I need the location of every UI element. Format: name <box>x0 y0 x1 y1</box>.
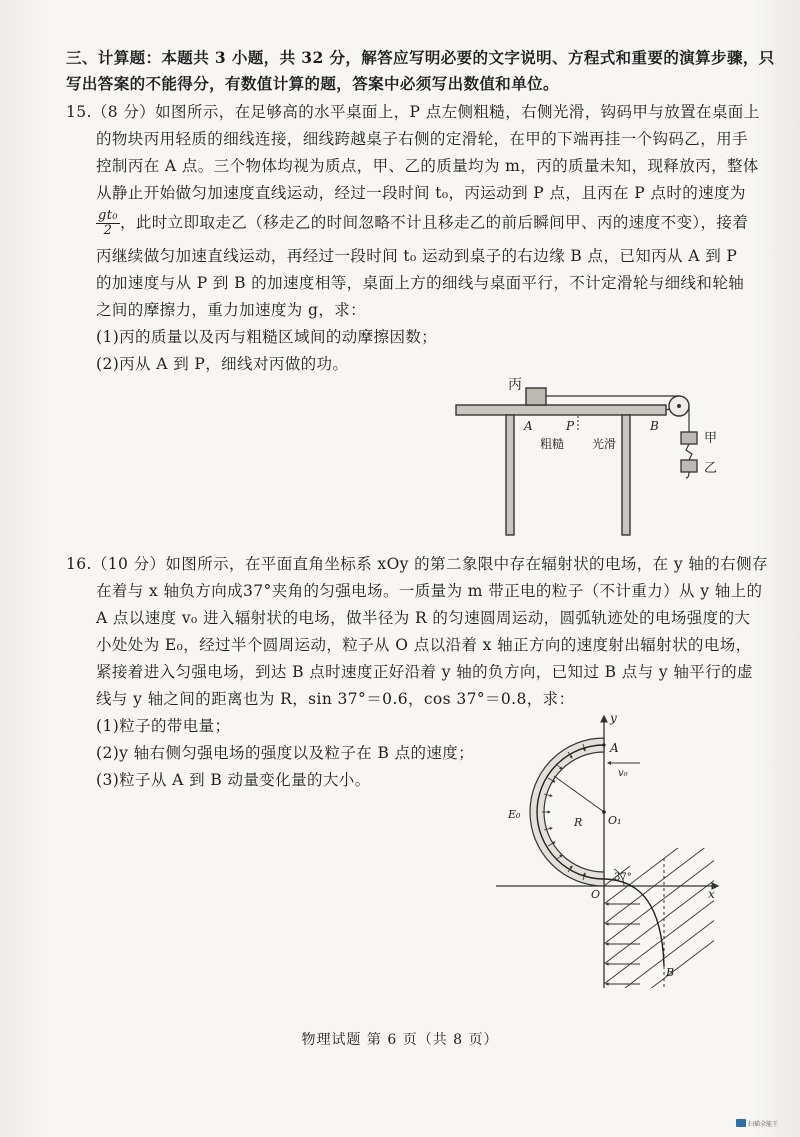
q15-line-5-text: ，此时立即取走乙（移走乙的时间忽略不计且移走乙的前后瞬间甲、丙的速度不变），接着 <box>119 213 749 232</box>
scanner-watermark <box>736 1117 796 1129</box>
label-yi: 乙 <box>704 461 718 476</box>
q16-subq-2: (2)y 轴右侧匀强电场的强度以及粒子在 B 点的速度； <box>96 744 475 762</box>
q15-line-2: 的物块丙用轻质的细线连接，细线跨越桌子右侧的定滑轮，在甲的下端再挂一个钩码乙，用手 <box>96 130 748 148</box>
q15-line-6: 丙继续做匀加速直线运动，再经过一段时间 t₀ 运动到桌子的右边缘 B 点，已知丙从 A 到 P <box>96 247 738 265</box>
q15-line-3: 控制丙在 A 点。三个物体均视为质点，甲、乙的质量均为 m，丙的质量未知，现释放丙，整体 <box>96 157 759 175</box>
q15-line-8: 之间的摩擦力，重力加速度为 g，求： <box>96 301 367 319</box>
q16-line-6: 线与 y 轴之间的距离也为 R，sin 37°＝0.6，cos 37°＝0.8，求： <box>96 690 575 708</box>
weight-yi <box>681 460 697 472</box>
label-smooth: 光滑 <box>592 437 617 451</box>
label-O: O <box>591 888 601 901</box>
watermark-text: 扫描全能王 <box>748 1120 779 1128</box>
fraction-numerator: gt₀ <box>98 208 118 223</box>
page-footer: 物理试题 第 6 页（共 8 页） <box>301 1032 499 1048</box>
q16-line-2: 在着与 x 轴负方向成37°夹角的匀强电场。一质量为 m 带正电的粒子（不计重力）从 y 轴上的 <box>96 582 763 600</box>
q15-subq-1: (1)丙的质量以及丙与粗糙区域间的动摩擦因数； <box>96 328 438 346</box>
label-x: x <box>708 887 715 901</box>
label-jia: 甲 <box>704 431 718 446</box>
q16-line-4: 小处处为 E₀，经过半个圆周运动，粒子从 O 点以沿着 x 轴正方向的速度射出辐射状的电场， <box>96 636 752 654</box>
label-E0: E₀ <box>508 808 521 821</box>
particle-path-uniform <box>604 879 664 966</box>
label-B: B <box>650 419 659 433</box>
q15-line-4: 从静止开始做匀加速度直线运动，经过一段时间 t₀，丙运动到 P 点，且丙在 P 点时的速度为 <box>96 184 746 202</box>
label-A: A <box>610 741 619 755</box>
fraction-denominator: 2 <box>103 223 113 238</box>
q15-line-7: 的加速度与从 P 到 B 的加速度相等，桌面上方的细线与桌面平行，不计定滑轮与细线和轮轴 <box>96 274 745 292</box>
block-bing <box>526 388 546 405</box>
radius-line <box>554 776 604 812</box>
label-y: y <box>610 711 617 725</box>
label-A: A <box>524 419 533 433</box>
uniform-field-lines <box>604 816 720 998</box>
label-rough: 粗糙 <box>540 437 565 451</box>
q15-line-1: 15.（8 分）如图所示，在足够高的水平桌面上，P 点左侧粗糙，右侧光滑，钩码甲与放置在桌面上 <box>66 103 760 121</box>
q16-line-5: 紧接着进入匀强电场，到达 B 点时速度正好沿着 y 轴的负方向，已知过 B 点与 y 轴平行的虚 <box>96 663 753 681</box>
label-bing: 丙 <box>508 377 522 393</box>
q15-subq-2: (2)丙从 A 到 P，细线对丙做的功。 <box>96 355 349 373</box>
q16-field-figure <box>490 708 730 998</box>
section-title-cont: 写出答案的不能得分，有数值计算的题，答案中必须写出数值和单位。 <box>66 74 559 93</box>
tabletop <box>456 405 666 415</box>
label-R: R <box>574 816 583 829</box>
velocity-fraction <box>96 209 120 238</box>
q16-line-1: 16.（10 分）如图所示，在平面直角坐标系 xOy 的第二象限中存在辐射状的电场，在 y 轴的右侧存 <box>66 555 768 573</box>
label-O1: O₁ <box>608 814 622 827</box>
uniform-field-arrows <box>606 904 640 984</box>
q16-subq-1: (1)粒子的带电量； <box>96 717 231 735</box>
section-title: 三、计算题：本题共 3 小题，共 32 分，解答应写明必要的文字说明、方程式和重要的演算步骤，只 <box>66 48 775 67</box>
q16-line-3: A 点以速度 v₀ 进入辐射状的电场，做半径为 R 的匀速圆周运动，圆弧轨迹处的电场强度的大 <box>96 609 751 627</box>
label-angle: 37° <box>614 872 632 883</box>
table-leg-left <box>506 415 514 535</box>
table-leg-right <box>622 415 630 535</box>
q16-subq-3: (3)粒子从 A 到 B 动量变化量的大小。 <box>96 771 371 789</box>
scanner-logo-icon <box>736 1119 746 1127</box>
label-B: B <box>666 966 675 979</box>
label-v0: v₀ <box>618 768 628 779</box>
q15-table-figure <box>450 372 730 537</box>
weight-jia <box>681 432 697 444</box>
q15-line-5 <box>96 209 786 238</box>
label-P: P <box>566 419 575 433</box>
radial-field-region <box>530 738 604 886</box>
